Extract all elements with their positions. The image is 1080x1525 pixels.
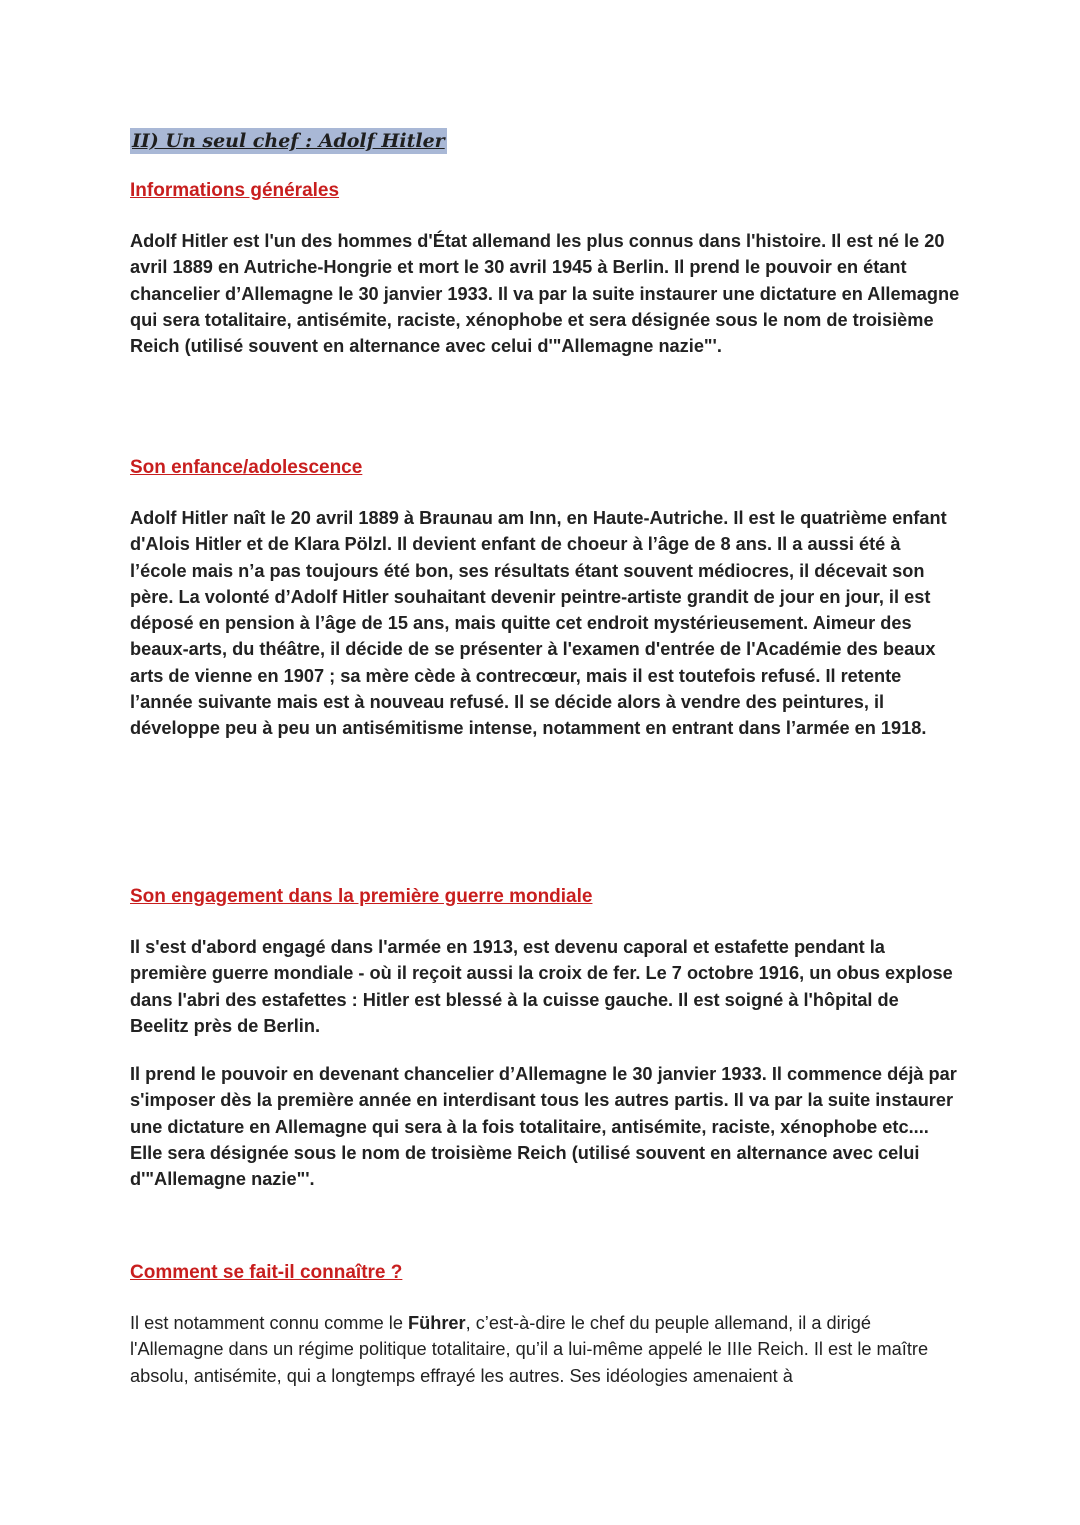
section-heading: Son enfance/adolescence — [130, 457, 363, 478]
section-how-known — [130, 1260, 960, 1389]
document-title: II) Un seul chef : Adolf Hitler — [132, 130, 445, 152]
section-heading: Comment se fait-il connaître ? — [130, 1262, 403, 1283]
paragraph-text-after: , c’est-à-dire le chef du peuple allemand, il a dirigé l'Allemagne dans un régime politique totalitaire, qu’il a lui-même appelé le IIIe Reich. Il est le maître absolu, antisémite, qui a longtemps effrayé les autres. Ses idéologies amenaient à — [130, 1313, 929, 1386]
section-paragraph: Adolf Hitler naît le 20 avril 1889 à Braunau am Inn, en Haute-Autriche. Il est le quatrième enfant d'Alois Hitler et de Klara Pölzl. Il devient enfant de choeur à l’âge de 8 ans. Il a aussi été à l’école mais n’a pas toujours été bon, ses résultats étant souvent médiocres, il décevait son père. La volonté d’Adolf Hitler souhaitant devenir peintre-artiste grandit de jour en jour, il est déposé en pension à l’âge de 15 ans, mais quitte cet endroit mystérieusement. Aimeur des beaux-arts, du théâtre, il décide de se présenter à l'examen d'entrée de l'Académie des beaux arts de vienne en 1907 ; sa mère cède à contrecœur, mais il est toutefois refusé. Il retente l’année suivante mais est à nouveau refusé. Il se décide alors à vendre des peintures, il développe peu à peu un antisémitisme intense, notamment en entrant dans l’armée en 1918. — [130, 508, 947, 739]
section-paragraph: Adolf Hitler est l'un des hommes d'État allemand les plus connus dans l'histoire. Il est né le 20 avril 1889 en Autriche-Hongrie et mort le 30 avril 1945 à Berlin. Il prend le pouvoir en étant chancelier d’Allemagne le 30 janvier 1933. Il va par la suite instaurer une dictature en Allemagne qui sera totalitaire, antisémite, raciste, xénophobe et sera désignée sous le nom de troisième Reich (utilisé souvent en alternance avec celui d'"Allemagne nazie"'. — [130, 231, 960, 357]
paragraph-text-before: Il est notamment connu comme le — [130, 1313, 408, 1333]
section-heading: Informations générales — [130, 180, 340, 201]
section-paragraph — [130, 1310, 960, 1389]
section-general-info — [130, 178, 960, 359]
section-paragraph: Il prend le pouvoir en devenant chancelier d’Allemagne le 30 janvier 1933. Il commence déjà par s'imposer dès la première année en interdisant tous les autres partis. Il va par la suite instaurer une dictature en Allemagne qui sera à la fois totalitaire, antisémite, raciste, xénophobe etc.... Elle sera désignée sous le nom de troisième Reich (utilisé souvent en alternance avec celui d'"Allemagne nazie"'. — [130, 1064, 957, 1190]
section-heading: Son engagement dans la première guerre mondiale — [130, 886, 593, 907]
section-paragraph: Il s'est d'abord engagé dans l'armée en 1913, est devenu caporal et estafette pendant la première guerre mondiale - où il reçoit aussi la croix de fer. Le 7 octobre 1916, un obus explose dans l'abri des estafettes : Hitler est blessé à la cuisse gauche. Il est soigné à l'hôpital de Beelitz près de Berlin. — [130, 937, 953, 1036]
section-world-war-one — [130, 884, 960, 1193]
fuhrer-term: Führer — [408, 1313, 466, 1333]
section-childhood — [130, 455, 960, 742]
